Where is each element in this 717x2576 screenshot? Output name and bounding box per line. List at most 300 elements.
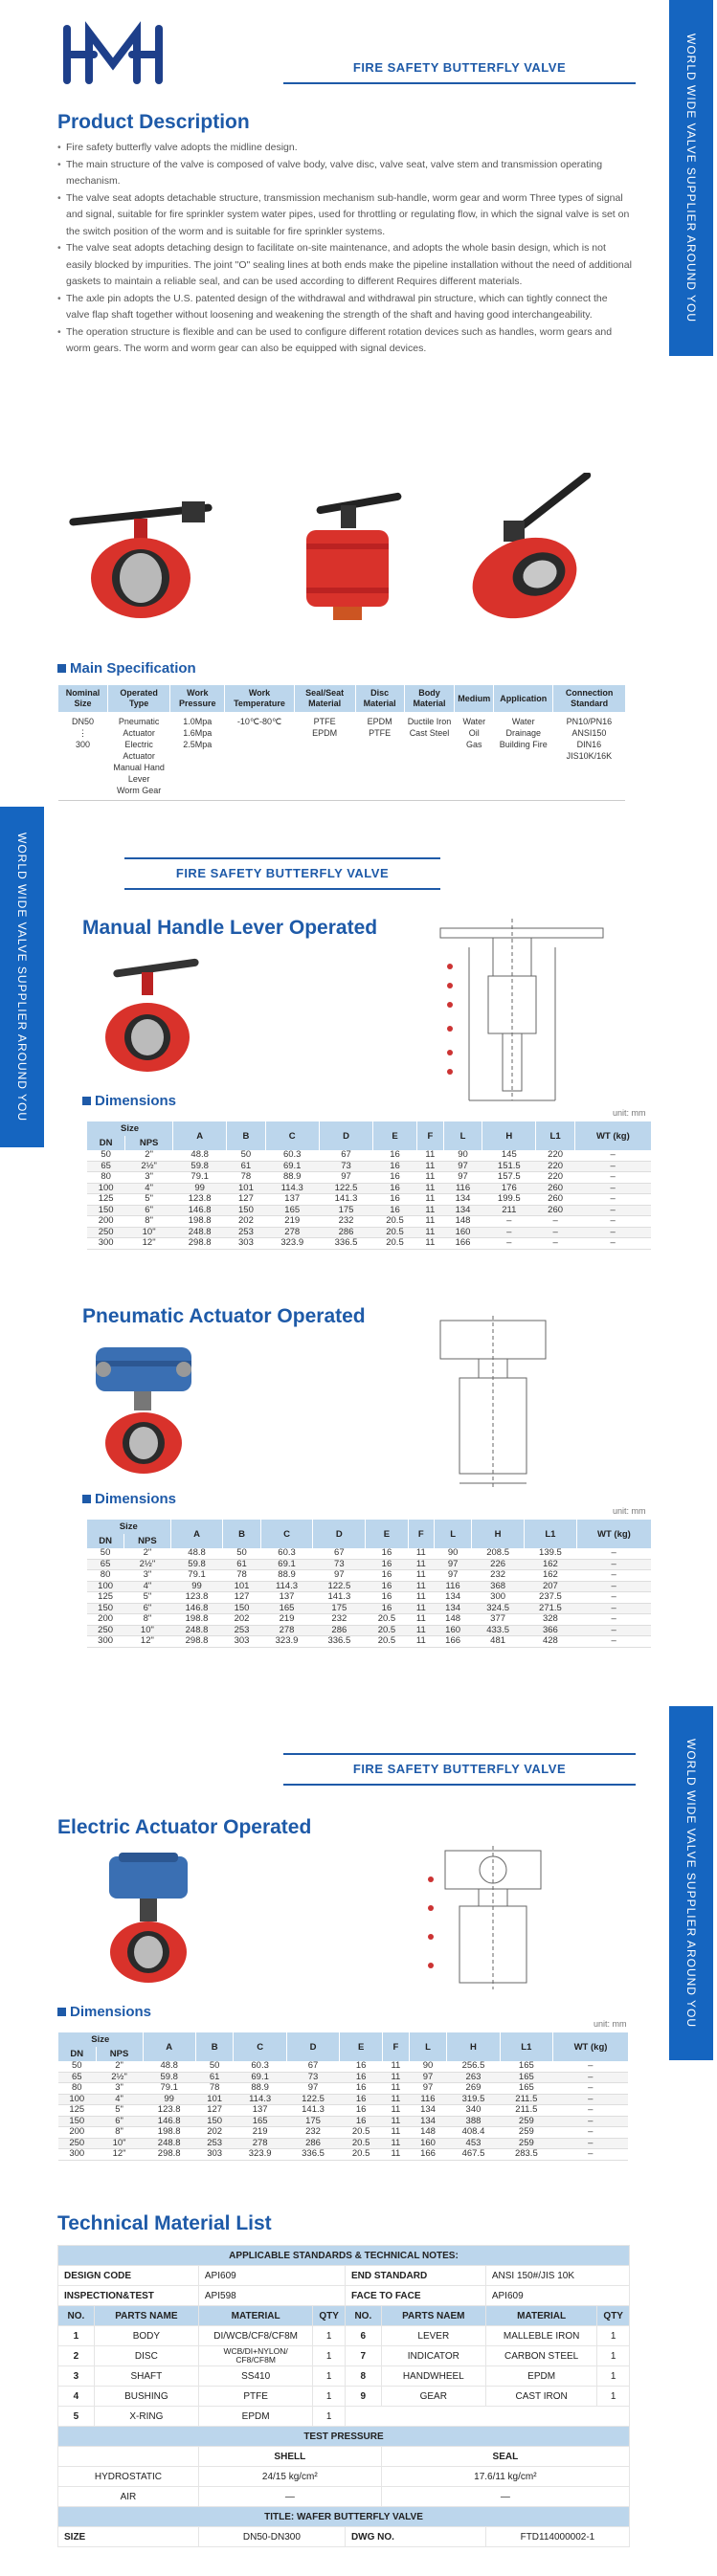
dim-header: C: [260, 1520, 313, 1548]
technical-drawing-manual: [431, 909, 632, 1110]
dim-header: WT (kg): [574, 1121, 651, 1150]
dim-cell: 97: [435, 1559, 472, 1570]
dim-cell: –: [482, 1238, 536, 1250]
dim-cell: 8": [125, 1216, 173, 1228]
dim-cell: 69.1: [260, 1559, 313, 1570]
dim-cell: 6": [96, 2116, 143, 2127]
dim-row: [58, 2105, 629, 2117]
manual-dimensions-title: Dimensions: [82, 1093, 176, 1109]
dim-cell: 11: [408, 1625, 434, 1636]
dim-cell: 408.4: [447, 2127, 500, 2139]
dim-cell: 11: [408, 1570, 434, 1582]
spec-cell: -10℃-80℃: [225, 712, 294, 801]
dim-cell: 11: [416, 1150, 443, 1161]
dim-cell: 11: [408, 1548, 434, 1559]
dim-cell: 145: [482, 1150, 536, 1161]
dim-cell: 50: [195, 2061, 234, 2072]
dim-cell: 388: [447, 2116, 500, 2127]
dim-cell: 48.8: [173, 1150, 227, 1161]
dim-header-size: Size: [58, 2032, 144, 2047]
dim-cell: 11: [416, 1194, 443, 1206]
spec-cell: PN10/PN16 ANSI150 DIN16 JIS10K/16K: [553, 712, 625, 801]
dim-cell: 5": [96, 2105, 143, 2117]
dim-cell: 10": [124, 1625, 170, 1636]
design-code-value: API609: [198, 2266, 345, 2286]
dim-cell: 65: [87, 1559, 124, 1570]
dim-cell: 146.8: [170, 1603, 223, 1614]
dim-cell: –: [574, 1183, 651, 1194]
dim-cell: 134: [443, 1205, 482, 1216]
dim-cell: 20.5: [366, 1625, 408, 1636]
dim-cell: –: [553, 2083, 628, 2095]
dim-cell: 165: [265, 1205, 319, 1216]
dim-cell: 16: [340, 2105, 383, 2117]
dim-cell: 137: [265, 1194, 319, 1206]
dim-cell: 12": [124, 1636, 170, 1648]
main-spec-table: [57, 685, 625, 801]
dim-header-dn: DN: [58, 2047, 97, 2061]
dim-cell: 165: [234, 2116, 286, 2127]
dim-cell: 122.5: [286, 2094, 339, 2105]
dim-cell: 12": [125, 1238, 173, 1250]
dim-cell: 303: [195, 2149, 234, 2161]
pneumatic-unit-label: unit: mm: [613, 1506, 646, 1516]
brand-logo: [56, 21, 170, 88]
dim-cell: 165: [500, 2072, 552, 2083]
parts-header: MATERIAL: [198, 2306, 312, 2326]
dim-cell: 151.5: [482, 1161, 536, 1172]
dim-header: F: [408, 1520, 434, 1548]
dim-cell: 88.9: [260, 1570, 313, 1582]
dim-cell: 20.5: [340, 2138, 383, 2149]
dim-cell: 278: [260, 1625, 313, 1636]
dim-cell: 220: [536, 1150, 574, 1161]
dim-header: F: [383, 2032, 410, 2061]
dim-cell: 237.5: [525, 1592, 577, 1604]
dim-cell: 150: [87, 1205, 125, 1216]
design-code-label: DESIGN CODE: [58, 2266, 199, 2286]
dim-cell: 253: [223, 1625, 260, 1636]
dim-cell: 141.3: [313, 1592, 366, 1604]
dim-cell: 166: [443, 1238, 482, 1250]
inspection-label: INSPECTION&TEST: [58, 2286, 199, 2306]
dim-header-nps: NPS: [96, 2047, 143, 2061]
dim-cell: 11: [408, 1592, 434, 1604]
dim-cell: 175: [286, 2116, 339, 2127]
dim-cell: 134: [443, 1194, 482, 1206]
dim-cell: 150: [223, 1603, 260, 1614]
dim-cell: 211: [482, 1205, 536, 1216]
dim-cell: 16: [340, 2083, 383, 2095]
dim-cell: 11: [383, 2083, 410, 2095]
dim-header-dn: DN: [87, 1534, 124, 1548]
dim-cell: 200: [58, 2127, 97, 2139]
dim-cell: 16: [373, 1194, 417, 1206]
spec-header: Nominal Size: [58, 685, 108, 712]
dim-cell: 300: [87, 1636, 124, 1648]
dim-cell: 79.1: [170, 1570, 223, 1582]
electric-dim-body: [58, 2061, 629, 2160]
dim-cell: 73: [286, 2072, 339, 2083]
dim-cell: 198.8: [170, 1614, 223, 1626]
spec-header: Seal/Seat Material: [294, 685, 355, 712]
dim-cell: 114.3: [260, 1581, 313, 1592]
dim-cell: 232: [313, 1614, 366, 1626]
dim-row: [58, 2094, 629, 2105]
dim-cell: 97: [286, 2083, 339, 2095]
dim-cell: 323.9: [260, 1636, 313, 1648]
parts-row: 3 SHAFT SS410 1 8 HANDWHEEL EPDM 1: [58, 2366, 630, 2387]
dim-cell: 150: [195, 2116, 234, 2127]
dim-header: A: [170, 1520, 223, 1548]
dim-row: [87, 1548, 652, 1559]
dim-row: [58, 2127, 629, 2139]
dim-row: [87, 1625, 652, 1636]
dim-header-row: [87, 1121, 652, 1136]
dim-cell: 116: [443, 1183, 482, 1194]
parts-row: 5 X-RING EPDM 1: [58, 2407, 630, 2427]
dim-cell: –: [576, 1614, 651, 1626]
bullet-item: • The valve seat adopts detaching design to facilitate on-site maintenance, and adopts the whole basin design, which is not easily blocked by impurities. The joint "O" sealing lines at both ends make the pipeline installation without the need of additional gaskets to maintain a reliable seal, and can be used according to different Requires different materials.: [57, 240, 632, 291]
dim-cell: 8": [96, 2127, 143, 2139]
dim-cell: 3": [96, 2083, 143, 2095]
dim-cell: 123.8: [143, 2105, 195, 2117]
dim-cell: 219: [234, 2127, 286, 2139]
dim-cell: –: [574, 1238, 651, 1250]
square-icon: [57, 664, 66, 673]
dim-cell: 160: [443, 1227, 482, 1238]
dim-cell: 12": [96, 2149, 143, 2161]
main-spec-title: Main Specification: [57, 660, 196, 677]
parts-header: PARTS NAME: [94, 2306, 198, 2326]
dim-cell: 123.8: [170, 1592, 223, 1604]
dim-cell: 211.5: [500, 2105, 552, 2117]
dim-cell: –: [536, 1227, 574, 1238]
dim-cell: 11: [416, 1238, 443, 1250]
section-header-3: FIRE SAFETY BUTTERFLY VALVE: [283, 1753, 636, 1786]
dim-cell: 90: [443, 1150, 482, 1161]
dim-cell: 116: [409, 2094, 447, 2105]
dim-cell: 100: [87, 1581, 124, 1592]
dim-cell: 6": [125, 1205, 173, 1216]
dim-cell: 166: [435, 1636, 472, 1648]
dim-cell: 114.3: [265, 1183, 319, 1194]
dim-cell: 141.3: [286, 2105, 339, 2117]
dim-cell: 298.8: [143, 2149, 195, 2161]
spec-header: Medium: [455, 685, 494, 712]
dim-cell: –: [553, 2138, 628, 2149]
parts-header: NO.: [58, 2306, 95, 2326]
dim-cell: 269: [447, 2083, 500, 2095]
dim-cell: 219: [265, 1216, 319, 1228]
tech-row: [58, 2286, 630, 2306]
dim-cell: 48.8: [143, 2061, 195, 2072]
dim-cell: 11: [416, 1161, 443, 1172]
dim-cell: 137: [260, 1592, 313, 1604]
dim-cell: 6": [124, 1603, 170, 1614]
dim-cell: 278: [265, 1227, 319, 1238]
dim-cell: 248.8: [170, 1625, 223, 1636]
dim-cell: 16: [340, 2072, 383, 2083]
dim-cell: 3": [125, 1172, 173, 1184]
valve-photo-lever-3: [458, 473, 601, 626]
manual-dimensions-table: [86, 1121, 651, 1250]
dim-cell: 16: [340, 2116, 383, 2127]
dim-cell: –: [574, 1150, 651, 1161]
dim-cell: 150: [227, 1205, 265, 1216]
dim-cell: –: [553, 2072, 628, 2083]
dim-cell: 11: [383, 2094, 410, 2105]
dim-cell: 79.1: [173, 1172, 227, 1184]
dim-cell: 253: [227, 1227, 265, 1238]
dim-header: L1: [500, 2032, 552, 2061]
dim-cell: 123.8: [173, 1194, 227, 1206]
dim-header: A: [143, 2032, 195, 2061]
spec-cell: PTFE EPDM: [294, 712, 355, 801]
manual-unit-label: unit: mm: [613, 1108, 646, 1118]
dim-cell: 336.5: [313, 1636, 366, 1648]
dim-cell: 481: [472, 1636, 525, 1648]
dim-cell: 323.9: [265, 1238, 319, 1250]
dim-cell: 453: [447, 2138, 500, 2149]
spec-row: [58, 712, 626, 801]
dim-cell: 16: [373, 1172, 417, 1184]
dim-cell: 148: [443, 1216, 482, 1228]
spec-header: Operated Type: [108, 685, 170, 712]
spec-header: Application: [494, 685, 553, 712]
dim-cell: 202: [223, 1614, 260, 1626]
dim-header: C: [265, 1121, 319, 1150]
spec-cell: DN50 ⋮ 300: [58, 712, 108, 801]
dim-cell: –: [553, 2127, 628, 2139]
technical-drawing-electric: [421, 1841, 565, 1994]
dim-cell: 250: [87, 1227, 125, 1238]
dim-cell: 220: [536, 1161, 574, 1172]
dim-cell: –: [553, 2149, 628, 2161]
dim-cell: 220: [536, 1172, 574, 1184]
dim-cell: 127: [223, 1592, 260, 1604]
parts-header: PARTS NAEM: [381, 2306, 485, 2326]
dim-cell: 162: [525, 1570, 577, 1582]
dim-row: [87, 1150, 652, 1161]
bullet-item: • The operation structure is flexible and can be used to configure different rotation devices such as handles, worm gears and worm gears. The worm and worm gear can also be equipped with signal devices.: [57, 324, 632, 358]
dim-cell: 97: [409, 2083, 447, 2095]
dim-cell: –: [574, 1205, 651, 1216]
dim-cell: 80: [87, 1570, 124, 1582]
dim-header: WT (kg): [576, 1520, 651, 1548]
tech-title: Technical Material List: [57, 2212, 272, 2234]
dim-cell: 137: [234, 2105, 286, 2117]
dim-cell: 11: [416, 1216, 443, 1228]
dim-cell: 78: [223, 1570, 260, 1582]
dim-cell: 65: [87, 1161, 125, 1172]
dim-header: WT (kg): [553, 2032, 628, 2061]
dim-cell: 16: [366, 1559, 408, 1570]
spec-cell: Ductile Iron Cast Steel: [404, 712, 455, 801]
dim-cell: 79.1: [143, 2083, 195, 2095]
spec-cell: Water Drainage Building Fire: [494, 712, 553, 801]
electric-dimensions-table: [57, 2032, 628, 2161]
dim-cell: 286: [313, 1625, 366, 1636]
dim-cell: 65: [58, 2072, 97, 2083]
dim-cell: 303: [227, 1238, 265, 1250]
dim-row: [87, 1570, 652, 1582]
dim-cell: 200: [87, 1614, 124, 1626]
dim-cell: 50: [223, 1548, 260, 1559]
dim-cell: 259: [500, 2138, 552, 2149]
dim-cell: –: [574, 1172, 651, 1184]
valve-photo-pneumatic: [86, 1338, 201, 1481]
dim-header: E: [366, 1520, 408, 1548]
dim-cell: 122.5: [313, 1581, 366, 1592]
dim-row: [87, 1227, 652, 1238]
manual-dim-body: [87, 1150, 652, 1249]
dim-cell: 11: [383, 2116, 410, 2127]
dim-cell: 175: [313, 1603, 366, 1614]
dim-row: [58, 2149, 629, 2161]
dim-cell: 226: [472, 1559, 525, 1570]
dim-cell: 271.5: [525, 1603, 577, 1614]
dim-cell: 116: [435, 1581, 472, 1592]
dim-cell: 467.5: [447, 2149, 500, 2161]
dim-cell: 324.5: [472, 1603, 525, 1614]
dim-cell: 298.8: [170, 1636, 223, 1648]
dim-cell: –: [576, 1603, 651, 1614]
spec-header: Work Pressure: [170, 685, 225, 712]
dim-cell: 11: [408, 1559, 434, 1570]
dim-cell: 256.5: [447, 2061, 500, 2072]
square-icon: [57, 2008, 66, 2016]
manual-title: Manual Handle Lever Operated: [82, 917, 378, 939]
dim-cell: 80: [87, 1172, 125, 1184]
dim-cell: 248.8: [173, 1227, 227, 1238]
dim-cell: 61: [223, 1559, 260, 1570]
dim-row: [87, 1183, 652, 1194]
dim-cell: 50: [87, 1548, 124, 1559]
dim-cell: 2½": [125, 1161, 173, 1172]
dim-cell: 97: [313, 1570, 366, 1582]
dim-row: [87, 1603, 652, 1614]
dim-cell: 5": [125, 1194, 173, 1206]
end-standard-value: ANSI 150#/JIS 10K: [485, 2266, 629, 2286]
dim-row: [87, 1161, 652, 1172]
dim-header: L: [435, 1520, 472, 1548]
dim-cell: 300: [87, 1238, 125, 1250]
dim-cell: 16: [373, 1150, 417, 1161]
dim-cell: 219: [260, 1614, 313, 1626]
valve-photo-manual: [96, 953, 201, 1077]
dim-header-nps: NPS: [124, 1534, 170, 1548]
dim-cell: 11: [383, 2149, 410, 2161]
dim-cell: 141.3: [319, 1194, 372, 1206]
dim-cell: 260: [536, 1183, 574, 1194]
dim-cell: 202: [195, 2127, 234, 2139]
dim-cell: 148: [435, 1614, 472, 1626]
parts-header: MATERIAL: [485, 2306, 597, 2326]
dim-cell: 4": [124, 1581, 170, 1592]
dim-header-size: Size: [87, 1121, 173, 1136]
pneumatic-dimensions-table: [86, 1520, 651, 1648]
valve-photo-lever-1: [59, 482, 222, 626]
pneumatic-dimensions-title: Dimensions: [82, 1491, 176, 1507]
dim-cell: 139.5: [525, 1548, 577, 1559]
dim-cell: 4": [125, 1183, 173, 1194]
dim-header-dn: DN: [87, 1136, 125, 1150]
dim-cell: 50: [87, 1150, 125, 1161]
dim-cell: 99: [173, 1183, 227, 1194]
dim-cell: 300: [58, 2149, 97, 2161]
dim-row: [58, 2061, 629, 2072]
dim-cell: –: [574, 1161, 651, 1172]
dim-header: L1: [525, 1520, 577, 1548]
dim-cell: 260: [536, 1194, 574, 1206]
spec-header: Body Material: [404, 685, 455, 712]
dim-cell: 50: [58, 2061, 97, 2072]
dim-cell: 20.5: [373, 1216, 417, 1228]
dim-cell: 250: [58, 2138, 97, 2149]
dim-cell: 125: [87, 1194, 125, 1206]
dim-row: [87, 1592, 652, 1604]
square-icon: [82, 1097, 91, 1105]
dim-cell: 90: [435, 1548, 472, 1559]
dim-cell: 286: [286, 2138, 339, 2149]
dim-cell: 16: [366, 1603, 408, 1614]
parts-header: QTY: [313, 2306, 346, 2326]
dim-cell: 263: [447, 2072, 500, 2083]
dim-cell: 80: [58, 2083, 97, 2095]
dim-cell: 67: [286, 2061, 339, 2072]
dim-cell: 199.5: [482, 1194, 536, 1206]
dim-cell: 336.5: [286, 2149, 339, 2161]
dim-cell: 253: [195, 2138, 234, 2149]
dim-cell: 16: [340, 2094, 383, 2105]
pneumatic-title: Pneumatic Actuator Operated: [82, 1305, 366, 1327]
dim-cell: 78: [195, 2083, 234, 2095]
electric-title: Electric Actuator Operated: [57, 1816, 312, 1838]
standards-header: APPLICABLE STANDARDS & TECHNICAL NOTES:: [58, 2246, 630, 2266]
dim-cell: 61: [195, 2072, 234, 2083]
dim-cell: 60.3: [234, 2061, 286, 2072]
dim-cell: 165: [260, 1603, 313, 1614]
spec-cell: Water Oil Gas: [455, 712, 494, 801]
dim-cell: 16: [373, 1183, 417, 1194]
dim-header: H: [472, 1520, 525, 1548]
dim-cell: 11: [383, 2061, 410, 2072]
dim-cell: 278: [234, 2138, 286, 2149]
dim-cell: 4": [96, 2094, 143, 2105]
dim-cell: 175: [319, 1205, 372, 1216]
dim-cell: 300: [472, 1592, 525, 1604]
dim-cell: 67: [313, 1548, 366, 1559]
dim-cell: 101: [223, 1581, 260, 1592]
size-row: SIZE DN50-DN300 DWG NO. FTD114000002-1: [58, 2527, 630, 2547]
dim-cell: 2½": [96, 2072, 143, 2083]
dim-row: [58, 2083, 629, 2095]
dim-cell: 377: [472, 1614, 525, 1626]
dim-cell: 11: [383, 2105, 410, 2117]
dim-cell: 2": [96, 2061, 143, 2072]
dim-cell: –: [576, 1570, 651, 1582]
dim-cell: 319.5: [447, 2094, 500, 2105]
dim-cell: 97: [435, 1570, 472, 1582]
dim-cell: 208.5: [472, 1548, 525, 1559]
side-banner-top: WORLD WIDE VALVE SUPPLIER AROUND YOU: [669, 0, 713, 356]
dim-cell: 250: [87, 1625, 124, 1636]
dim-cell: 16: [373, 1161, 417, 1172]
technical-drawing-pneumatic: [421, 1311, 565, 1493]
dim-cell: 207: [525, 1581, 577, 1592]
dim-row: [87, 1581, 652, 1592]
